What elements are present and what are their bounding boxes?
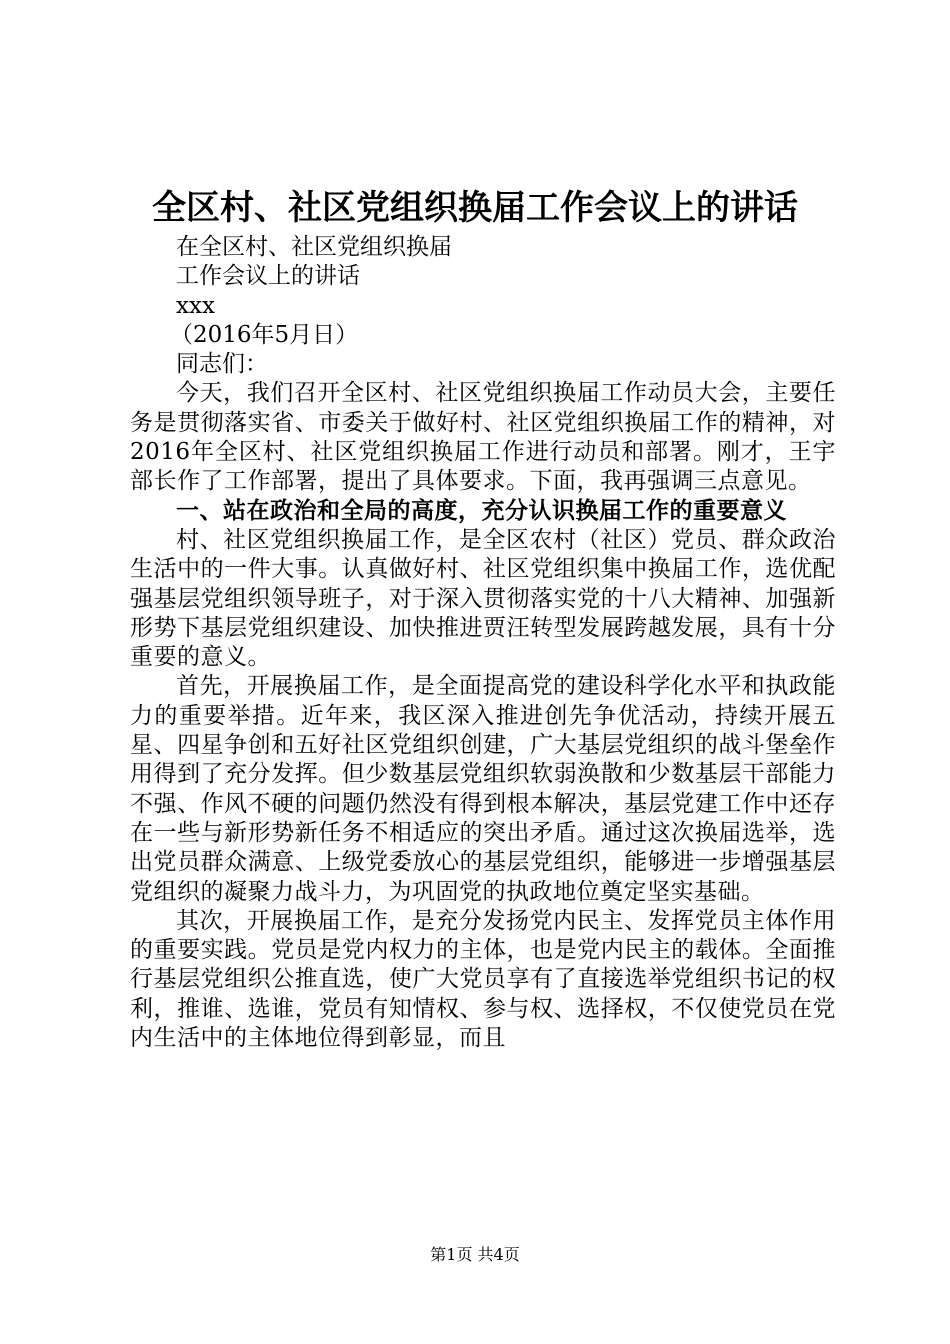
salutation: 同志们： [176, 351, 268, 378]
intro-title-line-1: 在全区村、社区党组织换届 [176, 234, 452, 260]
section-1-heading: 一、站在政治和全局的高度，充分认识换届工作的重要意义 [176, 497, 787, 524]
author-name: xxx [176, 292, 215, 319]
section-1-paragraph-1: 村、社区党组织换届工作，是全区农村（社区）党员、群众政治生活中的一件大事。认真做好村、社区党组织集中换届工作，选优配强基层党组织领导班子，对于深入贯彻落实党的十八大精神、加强新形势下基层党组织建设、加快推进贾汪转型发展跨越发展，具有十分重要的意义。 [130, 526, 836, 671]
opening-paragraph: 今天，我们召开全区村、社区党组织换届工作动员大会，主要任务是贯彻落实省、市委关于做好村、社区党组织换届工作的精神，对2016年全区村、社区党组织换届工作进行动员和部署。刚才，王宇部长作了工作部署，提出了具体要求。下面，我再强调三点意见。 [130, 380, 836, 495]
section-1-paragraph-3: 其次，开展换届工作，是充分发扬党内民主、发挥党员主体作用的重要实践。党员是党内权力的主体，也是党内民主的载体。全面推行基层党组织公推直选，使广大党员享有了直接选举党组织书记的权利，推谁、选谁，党员有知情权、参与权、选择权，不仅使党员在党内生活中的主体地位得到彰显，而且 [130, 907, 836, 1052]
document-title: 全区村、社区党组织换届工作会议上的讲话 [152, 188, 798, 228]
document-body [130, 233, 836, 1053]
section-1-paragraph-2: 首先，开展换届工作，是全面提高党的建设科学化水平和执政能力的重要举措。近年来，我区深入推进创先争优活动，持续开展五星、四星争创和五好社区党组织创建，广大基层党组织的战斗堡垒作用得到了充分发挥。但少数基层党组织软弱涣散和少数基层干部能力不强、作风不硬的问题仍然没有得到根本解决，基层党建工作中还存在一些与新形势新任务不相适应的突出矛盾。通过这次换届选举，选出党员群众满意、上级党委放心的基层党组织，能够进一步增强基层党组织的凝聚力战斗力，为巩固党的执政地位奠定坚实基础。 [130, 673, 836, 905]
page-footer: 第1页 共4页 [430, 1245, 520, 1264]
intro-title-line-2: 工作会议上的讲话 [176, 263, 360, 290]
speech-date: （2016年5月日） [170, 321, 359, 348]
